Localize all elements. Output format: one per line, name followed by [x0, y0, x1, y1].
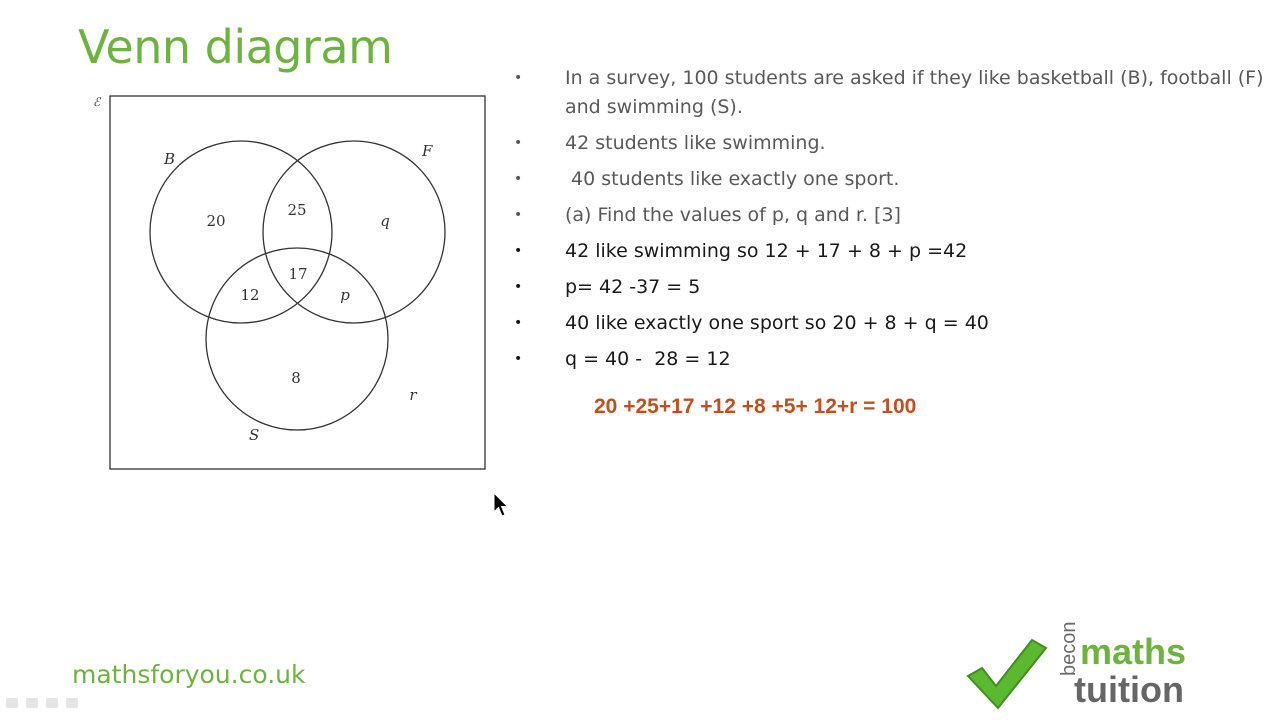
universal-set-symbol: ℰ — [93, 95, 101, 109]
becon-maths-tuition-logo — [962, 621, 1222, 712]
pen-icon[interactable] — [26, 698, 38, 708]
region-all-three: 17 — [288, 265, 308, 283]
total-equation: 20 +25+17 +12 +8 +5+ 12+r = 100 — [594, 395, 917, 418]
bullet-text: In a survey, 100 students are asked if they like basketball (B), football (F) and swimming (S). — [565, 67, 1264, 118]
bullet-text: q = 40 - 28 = 12 — [565, 348, 731, 370]
bullet-text: p= 42 -37 = 5 — [565, 276, 701, 298]
slide-title: Venn diagram — [78, 20, 393, 74]
slideshow-nav-controls[interactable] — [6, 698, 78, 708]
bullet-item — [514, 129, 1274, 158]
prev-slide-icon[interactable] — [6, 698, 18, 708]
bullet-dot: • — [514, 351, 523, 367]
bullet-text: (a) Find the values of p, q and r. [3] — [565, 204, 901, 226]
bullet-dot: • — [514, 135, 523, 151]
region-s-only: 8 — [291, 369, 301, 387]
venn-diagram — [88, 88, 498, 478]
footer-website: mathsforyou.co.uk — [72, 660, 306, 689]
bullet-dot: • — [514, 171, 523, 187]
bullet-dot: • — [514, 243, 523, 259]
region-b-and-s: 12 — [240, 286, 260, 304]
logo-becon-text: becon — [1058, 621, 1080, 676]
bullet-text: 40 students like exactly one sport. — [565, 168, 900, 190]
bullet-dot: • — [514, 315, 523, 331]
bullet-item — [514, 237, 1274, 266]
set-b-label: B — [164, 150, 176, 168]
bullet-text: 42 students like swimming. — [565, 132, 826, 154]
bullet-item — [514, 64, 1274, 122]
region-b-only: 20 — [206, 212, 226, 230]
bullet-dot: • — [514, 70, 523, 86]
menu-icon[interactable] — [46, 698, 58, 708]
logo-tuition-text: tuition — [1074, 669, 1184, 710]
bullet-dot: • — [514, 207, 523, 223]
set-f-circle — [263, 141, 445, 323]
set-f-label: F — [422, 142, 433, 160]
checkmark-icon — [962, 632, 1052, 712]
bullet-dot: • — [514, 279, 523, 295]
bullet-item — [514, 345, 1274, 374]
bullet-text: 40 like exactly one sport so 20 + 8 + q = 40 — [565, 312, 989, 334]
mouse-pointer-icon — [493, 492, 509, 518]
bullet-list — [514, 64, 1274, 381]
bullet-item — [514, 201, 1274, 230]
bullet-item — [514, 273, 1274, 302]
next-slide-icon[interactable] — [66, 698, 78, 708]
region-outside: r — [409, 386, 417, 404]
set-s-label: S — [249, 426, 260, 444]
logo-maths-text: maths — [1080, 631, 1187, 672]
region-b-and-f: 25 — [287, 201, 307, 219]
region-f-only: q — [380, 212, 390, 230]
bullet-item — [514, 309, 1274, 338]
bullet-item — [514, 165, 1274, 194]
region-f-and-s: p — [340, 286, 350, 304]
bullet-text: 42 like swimming so 12 + 17 + 8 + p =42 — [565, 240, 968, 262]
